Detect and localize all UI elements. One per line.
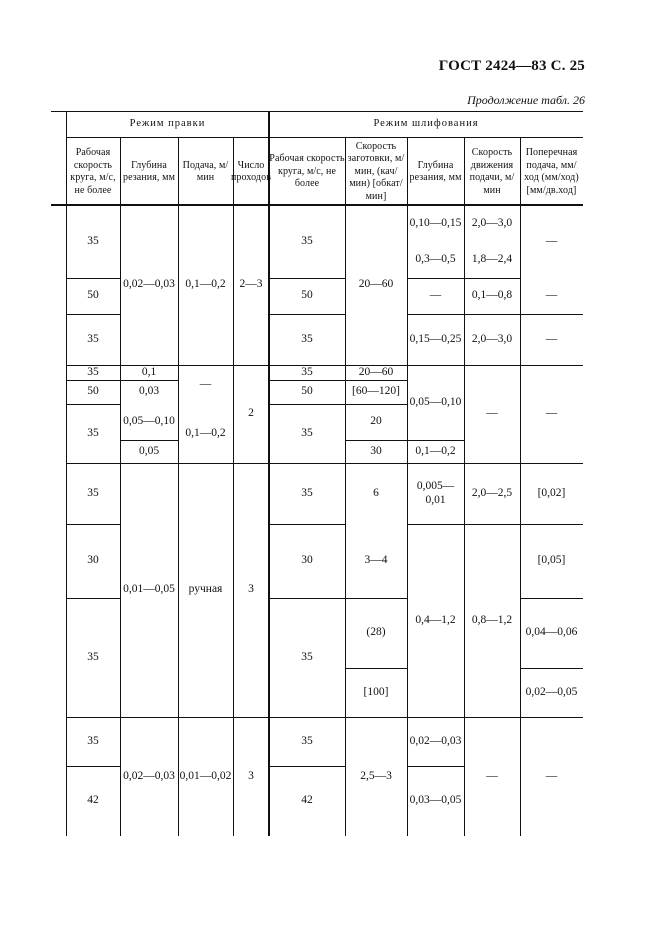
cell-wheel-speed: 42 xyxy=(87,794,99,807)
cell-wheel-speed: 35 xyxy=(87,234,99,247)
cell-cut-depth: 0,02—0,03 xyxy=(123,769,175,782)
column-header-col-cut-depth: Глубина резания, мм xyxy=(122,159,175,183)
cell-cross-feed: — xyxy=(545,407,558,420)
cell-feed-speed: 0,8—1,2 xyxy=(471,613,513,626)
cell-grind-depth: 0,10—0,15 xyxy=(409,217,462,230)
cell-grind-depth: 0,05—0,10 xyxy=(409,395,462,408)
cell-grind-depth: 0,15—0,25 xyxy=(409,332,462,345)
column-header-col-wheel-speed-grinding: Рабочая скорость круга, м/с, не более xyxy=(269,153,345,190)
cell-workpiece-speed: [100] xyxy=(363,685,389,698)
cell-feed-speed: 0,1—0,8 xyxy=(471,289,513,302)
cell-feed: 0,1—0,2 xyxy=(185,426,226,439)
cell-wheel-speed: 35 xyxy=(87,734,99,747)
cell-wheel-speed: 35 xyxy=(87,332,99,345)
cell-wheel-speed-grinding: 35 xyxy=(301,486,313,499)
cell-workpiece-speed: 6 xyxy=(373,486,379,499)
cell-workpiece-speed: 20 xyxy=(370,415,382,428)
column-header-col-feed-speed: Скорость движения подачи, м/мин xyxy=(469,147,515,196)
cell-grind-depth: 0,02—0,03 xyxy=(409,734,462,747)
cell-grind-depth: 0,005—0,01 xyxy=(416,479,455,506)
cell-cross-feed: — xyxy=(545,332,558,345)
cell-grind-depth: 0,3—0,5 xyxy=(415,253,456,266)
cell-feed: — xyxy=(199,377,212,390)
cell-workpiece-speed: 30 xyxy=(370,444,382,457)
cell-feed: 0,1—0,2 xyxy=(185,278,226,291)
column-header-col-wheel-speed: Рабочая скорость круга, м/с, не более xyxy=(70,147,116,196)
cell-wheel-speed-grinding: 35 xyxy=(301,332,313,345)
column-header-col-feed: Подача, м/мин xyxy=(182,159,229,183)
cell-grind-depth: 0,03—0,05 xyxy=(409,794,462,807)
cell-feed-speed: 2,0—3,0 xyxy=(471,332,513,345)
cell-grind-depth: 0,4—1,2 xyxy=(415,613,456,626)
cell-workpiece-speed: [60—120] xyxy=(352,385,400,398)
cell-wheel-speed-grinding: 35 xyxy=(301,734,313,747)
cell-cut-depth: 0,01—0,05 xyxy=(123,583,175,596)
cell-wheel-speed: 50 xyxy=(87,289,99,302)
cell-cross-feed: — xyxy=(545,234,558,247)
cell-feed-speed: — xyxy=(486,407,498,420)
cell-workpiece-speed: 2,5—3 xyxy=(360,769,392,782)
cell-wheel-speed: 35 xyxy=(87,486,99,499)
cell-cross-feed: — xyxy=(545,289,558,302)
cell-cross-feed: 0,04—0,06 xyxy=(525,626,578,639)
cell-feed: ручная xyxy=(188,583,223,596)
cell-wheel-speed-grinding: 35 xyxy=(301,426,313,439)
cell-feed-speed: — xyxy=(486,769,498,782)
cell-cut-depth: 0,05 xyxy=(138,444,160,457)
page-title: ГОСТ 2424—83 С. 25 xyxy=(438,58,585,74)
cell-cut-depth: 0,03 xyxy=(138,385,160,398)
cell-wheel-speed: 35 xyxy=(87,365,99,378)
cell-passes: 2—3 xyxy=(239,278,263,291)
column-header-col-cross-feed: Поперечная подача, мм/ход (мм/ход) [мм/дв.ход] xyxy=(524,147,579,196)
cell-cut-depth: 0,02—0,03 xyxy=(123,278,175,291)
cell-passes: 3 xyxy=(248,583,254,596)
cell-feed-speed: 2,0—3,0 xyxy=(471,217,513,230)
cell-grind-depth: — xyxy=(429,289,442,302)
cell-wheel-speed-grinding: 35 xyxy=(301,365,313,378)
cell-wheel-speed-grinding: 35 xyxy=(301,650,313,663)
cell-cut-depth: 0,05—0,10 xyxy=(123,415,175,428)
cell-cross-feed: 0,02—0,05 xyxy=(525,685,578,698)
cell-cross-feed: — xyxy=(545,769,558,782)
cell-workpiece-speed: (28) xyxy=(366,626,386,639)
cell-wheel-speed: 35 xyxy=(87,426,99,439)
cell-wheel-speed-grinding: 50 xyxy=(301,385,313,398)
cell-passes: 2 xyxy=(248,407,254,420)
cell-feed-speed: 1,8—2,4 xyxy=(471,253,513,266)
cell-workpiece-speed: 20—60 xyxy=(358,278,394,291)
cell-wheel-speed: 35 xyxy=(87,650,99,663)
cell-wheel-speed: 30 xyxy=(87,554,99,567)
cell-wheel-speed-grinding: 50 xyxy=(301,289,313,302)
cell-wheel-speed-grinding: 30 xyxy=(301,554,313,567)
cell-grind-depth: 0,1—0,2 xyxy=(415,444,456,457)
group-dressing-mode: Режим правки xyxy=(129,117,206,129)
cell-feed: 0,01—0,02 xyxy=(179,769,232,782)
column-header-col-grind-depth: Глубина резания, мм xyxy=(409,159,462,183)
column-header-col-passes: Число проходов xyxy=(230,159,272,183)
table-continuation-label: Продолжение табл. 26 xyxy=(467,93,585,107)
cell-cut-depth: 0,1 xyxy=(141,365,157,378)
cell-feed-speed: 2,0—2,5 xyxy=(471,486,513,499)
cell-cross-feed: [0,02] xyxy=(537,486,566,499)
cell-wheel-speed-grinding: 35 xyxy=(301,234,313,247)
cell-cross-feed: [0,05] xyxy=(537,554,566,567)
cell-wheel-speed: 50 xyxy=(87,385,99,398)
cell-wheel-speed-grinding: 42 xyxy=(301,794,313,807)
group-grinding-mode: Режим шлифования xyxy=(373,117,479,129)
column-header-col-workpiece-speed: Скорость заготовки, м/мин, (кач/мин) [обкат/мин] xyxy=(347,140,405,202)
cell-workpiece-speed: 3—4 xyxy=(364,554,388,567)
cell-workpiece-speed: 20—60 xyxy=(358,365,394,378)
cell-passes: 3 xyxy=(248,769,254,782)
